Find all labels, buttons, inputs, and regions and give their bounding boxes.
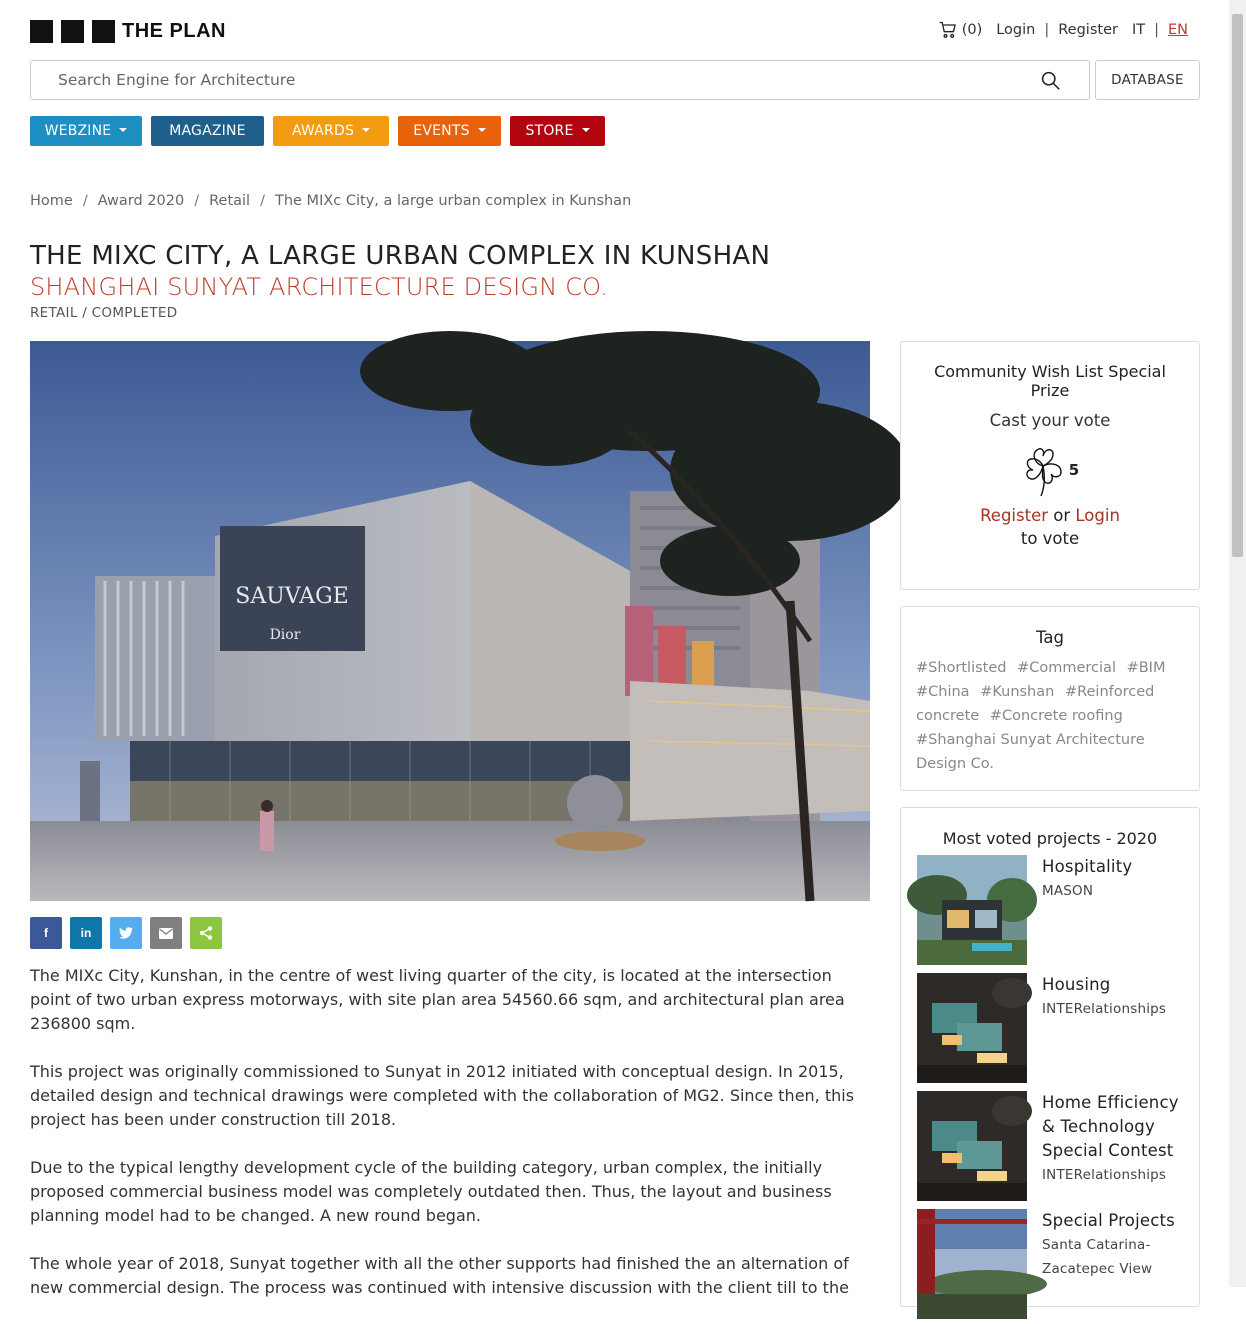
menu-store-label: STORE [525,123,574,139]
project-category[interactable]: Home Efficiency & Technology Special Contest [1042,1093,1179,1160]
tag-link[interactable]: #China [916,684,970,700]
breadcrumb-separator: / [194,193,200,209]
most-voted-item[interactable] [917,1209,1187,1319]
menu-magazine[interactable] [151,116,264,146]
twitter-icon [119,927,133,939]
cart-link[interactable] [938,20,983,40]
login-link[interactable]: Login [996,22,1036,38]
tags-list [916,656,1184,776]
article-paragraph: The whole year of 2018, Sunyat together with all the other supports had finished the an alternation of new commercial design. The process was continued with intensive discussion with the client till to the [30,1254,849,1297]
menu-awards-label: AWARDS [291,123,355,139]
scrollbar[interactable] [1229,0,1246,1287]
article-paragraph: The MIXc City, Kunshan, in the centre of west living quarter of the city, is located at the intersection point of two urban express motorways, with site plan area 54560.66 sqm, and architectural plan area 236800 sqm. [30,966,845,1033]
most-voted-item[interactable] [917,973,1187,1083]
breadcrumb [30,193,631,209]
cart-icon [938,20,958,40]
menu-webzine-label: WEBZINE [44,123,112,139]
project-name: MASON [1042,883,1094,899]
facebook-share-button[interactable] [30,917,62,949]
project-category[interactable]: Housing [1042,975,1111,994]
facebook-icon: f [44,926,48,940]
share-icon [199,926,213,940]
cart-count: (0) [961,22,983,38]
chevron-down-icon [362,128,370,132]
logo[interactable] [30,19,226,43]
tags-title: Tag [1036,628,1064,647]
linkedin-share-button[interactable] [70,917,102,949]
vote-count: 5 [1068,461,1080,479]
chevron-down-icon [478,128,486,132]
vote-login-link[interactable]: Login [1075,506,1120,525]
tag-link[interactable]: #Reinforced concrete [916,684,1155,724]
page-title: THE MIXC CITY, A LARGE URBAN COMPLEX IN KUNSHAN [30,241,771,271]
menu-store[interactable] [510,116,605,146]
svg-text:Dior: Dior [269,627,301,643]
vote-or: or [1053,506,1071,525]
tag-link[interactable]: #Shanghai Sunyat Architecture Design Co. [916,732,1145,772]
scrollbar-thumb[interactable] [1232,14,1243,557]
chevron-down-icon [582,128,590,132]
svg-text:SAUVAGE: SAUVAGE [235,584,349,609]
breadcrumb-award[interactable]: Award 2020 [97,193,185,209]
lang-en-link[interactable]: EN [1167,22,1188,38]
tag-link[interactable]: #Concrete roofing [989,708,1123,724]
lang-it-link[interactable]: IT [1131,22,1146,38]
tag-link[interactable]: #BIM [1126,660,1166,676]
divider: | [1044,22,1050,38]
vote-cast-label: Cast your vote [989,411,1111,430]
vote-card [900,341,1200,590]
project-category[interactable]: Special Projects [1042,1211,1175,1230]
hero-image[interactable] [30,341,870,901]
menu-magazine-label: MAGAZINE [169,123,246,139]
vote-register-link[interactable]: Register [980,506,1049,525]
most-voted-card [900,807,1200,1307]
search-input[interactable] [31,61,991,99]
article-body [30,964,870,1324]
most-voted-item[interactable] [917,1091,1187,1201]
article-paragraph: Due to the typical lengthy development cycle of the building category, urban complex, the initially proposed commercial business model was completely outdated then. Thus, the layout and business planning model had to be changed. A new round began. [30,1158,832,1225]
breadcrumb-separator: / [260,193,265,209]
menu-webzine[interactable] [30,116,142,146]
clover-icon [1021,442,1065,498]
breadcrumb-current: The MIXc City, a large urban complex in Kunshan [274,193,632,209]
tags-card [900,606,1200,791]
search-bar [30,60,1090,100]
tag-link[interactable]: #Commercial [1017,660,1116,676]
logo-square [92,20,115,43]
tag-link[interactable]: #Shortlisted [916,660,1007,676]
project-thumbnail[interactable] [917,1209,1027,1319]
top-nav [938,20,1188,40]
logo-square [61,20,84,43]
project-category[interactable]: Hospitality [1042,857,1133,876]
article-paragraph: This project was originally commissioned to Sunyat in 2012 initiated with conceptual design. In 2015, detailed design and technical drawings were completed with the collaboration of MG2. Since then, this project has been under construction till 2018. [30,1062,855,1129]
project-name: INTERelationships [1042,1001,1167,1017]
vote-to-vote: to vote [1020,529,1080,548]
share-bar [30,917,230,949]
breadcrumb-category[interactable]: Retail [209,193,251,209]
menu-events[interactable] [398,116,501,146]
divider: | [1154,22,1159,38]
project-meta: RETAIL / COMPLETED [30,305,178,321]
tag-link[interactable]: #Kunshan [980,684,1055,700]
main-menu [30,116,614,146]
vote-counter[interactable] [901,442,1199,498]
email-icon [159,928,173,939]
share-button[interactable] [190,917,222,949]
project-thumbnail[interactable] [917,1091,1027,1201]
logo-square [30,20,53,43]
most-voted-item[interactable] [917,855,1187,965]
project-name: INTERelationships [1042,1167,1167,1183]
breadcrumb-separator: / [82,193,88,209]
search-icon[interactable] [1040,70,1061,91]
linkedin-icon: in [80,926,92,940]
menu-events-label: EVENTS [413,123,470,139]
menu-awards[interactable] [273,116,389,146]
database-button[interactable]: DATABASE [1095,60,1200,100]
breadcrumb-home[interactable]: Home [30,193,73,209]
author-link[interactable]: SHANGHAI SUNYAT ARCHITECTURE DESIGN CO. [30,273,609,301]
twitter-share-button[interactable] [110,917,142,949]
project-thumbnail[interactable] [917,855,1027,965]
vote-title: Community Wish List Special Prize [934,362,1166,400]
most-voted-title: Most voted projects - 2020 [942,829,1158,848]
register-link[interactable]: Register [1058,22,1118,38]
email-share-button[interactable] [150,917,182,949]
chevron-down-icon [119,128,127,132]
project-name: Santa Catarina-Zacatepec View [1042,1237,1153,1277]
project-thumbnail[interactable] [917,973,1027,1083]
logo-text: THE PLAN [122,19,226,42]
